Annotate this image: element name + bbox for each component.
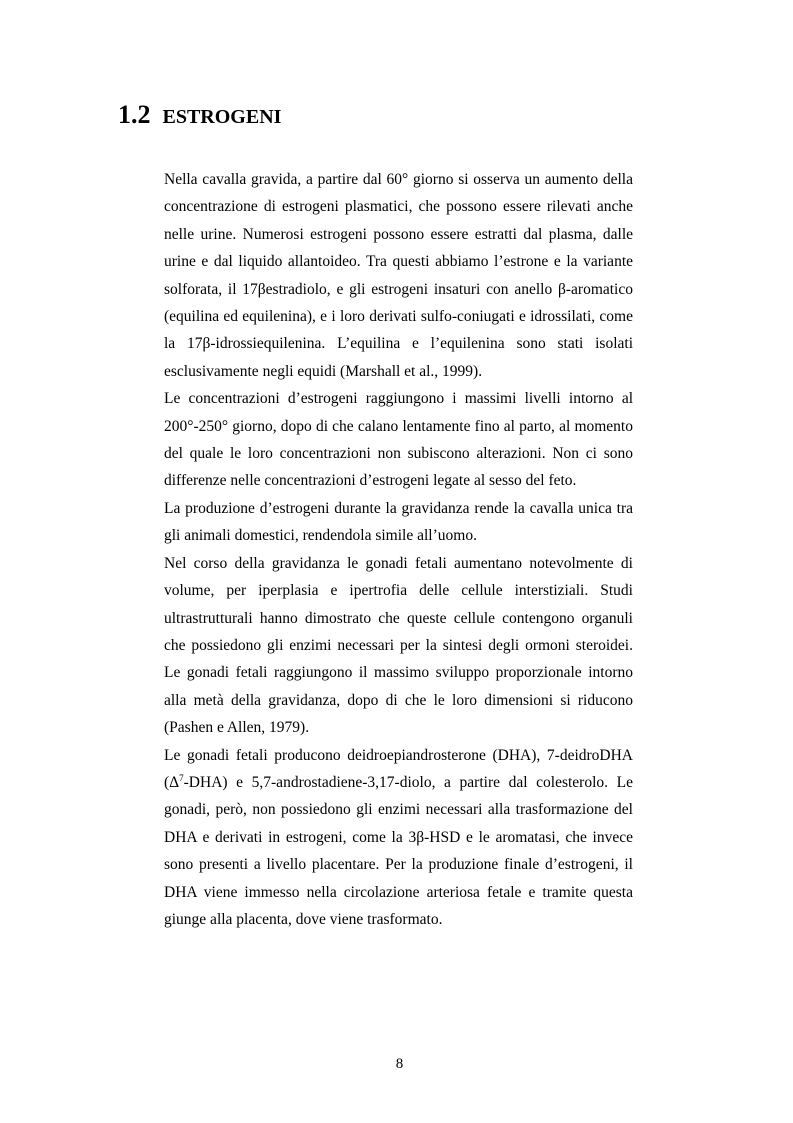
- section-number: 1.2: [118, 100, 151, 129]
- paragraph-estrogen-peak: Le concentrazioni d’estrogeni raggiungono i massimi livelli intorno al 200°-250° giorno, dopo di che calano lentamente fino al parto, al momento del quale le loro concentrazioni non subiscono alterazioni. Non ci sono differenze nelle concentrazioni d’estrogeni legate al sesso del feto.: [164, 390, 633, 490]
- dha-text-part2: -DHA) e 5,7-androstadiene-3,17-diolo, a partire dal colesterolo. Le gonadi, però, non possiedono gli enzimi necessari alla trasformazione del DHA e derivati in estrogeni, come la 3β-HSD e le aromatasi, che invece sono presenti a livello placentare. Per la produzione finale d’estrogeni, il DHA viene immesso nella circolazione arteriosa fetale e tramite questa giunge alla placenta, dove viene trasformato.: [164, 773, 633, 928]
- paragraph-estrogen-uniqueness: La produzione d’estrogeni durante la gravidanza rende la cavalla unica tra gli animali domestici, rendendola simile all’uomo.: [164, 499, 633, 545]
- section-heading: [118, 96, 281, 128]
- section-title: ESTROGENI: [162, 106, 282, 128]
- paragraph-estrogen-increase: Nella cavalla gravida, a partire dal 60° giorno si osserva un aumento della concentrazione di estrogeni plasmatici, che possono essere rilevati anche nelle urine. Numerosi estrogeni possono essere estratti dal plasma, dalle urine e dal liquido allantoideo. Tra questi abbiamo l’estrone e la variante solforata, il 17βestradiolo, e gli estrogeni insaturi con anello β-aromatico (equilina ed equilenina), e i loro derivati sulfo-coniugati e idrossilati, come la 17β-idrossiequilenina. L’equilina e l’equilenina sono stati isolati esclusivamente negli equidi (Marshall et al., 1999).: [164, 171, 633, 380]
- dha-text-part1: Le gonadi fetali producono deidroepiandrosterone (DHA), 7-deidroDHA (Δ: [164, 746, 633, 791]
- paragraph-dha-production: [164, 742, 633, 934]
- page-number: 8: [395, 1056, 404, 1072]
- body-text: [164, 166, 633, 933]
- delta-superscript: 7: [179, 772, 184, 783]
- paragraph-fetal-gonads: Nel corso della gravidanza le gonadi fetali aumentano notevolmente di volume, per iperplasia e ipertrofia delle cellule interstiziali. Studi ultrastrutturali hanno dimostrato che queste cellule contengono organuli che possiedono gli enzimi necessari per la sintesi degli ormoni steroidei. Le gonadi fetali raggiungono il massimo sviluppo proporzionale intorno alla metà della gravidanza, dopo di che le loro dimensioni si riducono (Pashen e Allen, 1979).: [164, 554, 633, 737]
